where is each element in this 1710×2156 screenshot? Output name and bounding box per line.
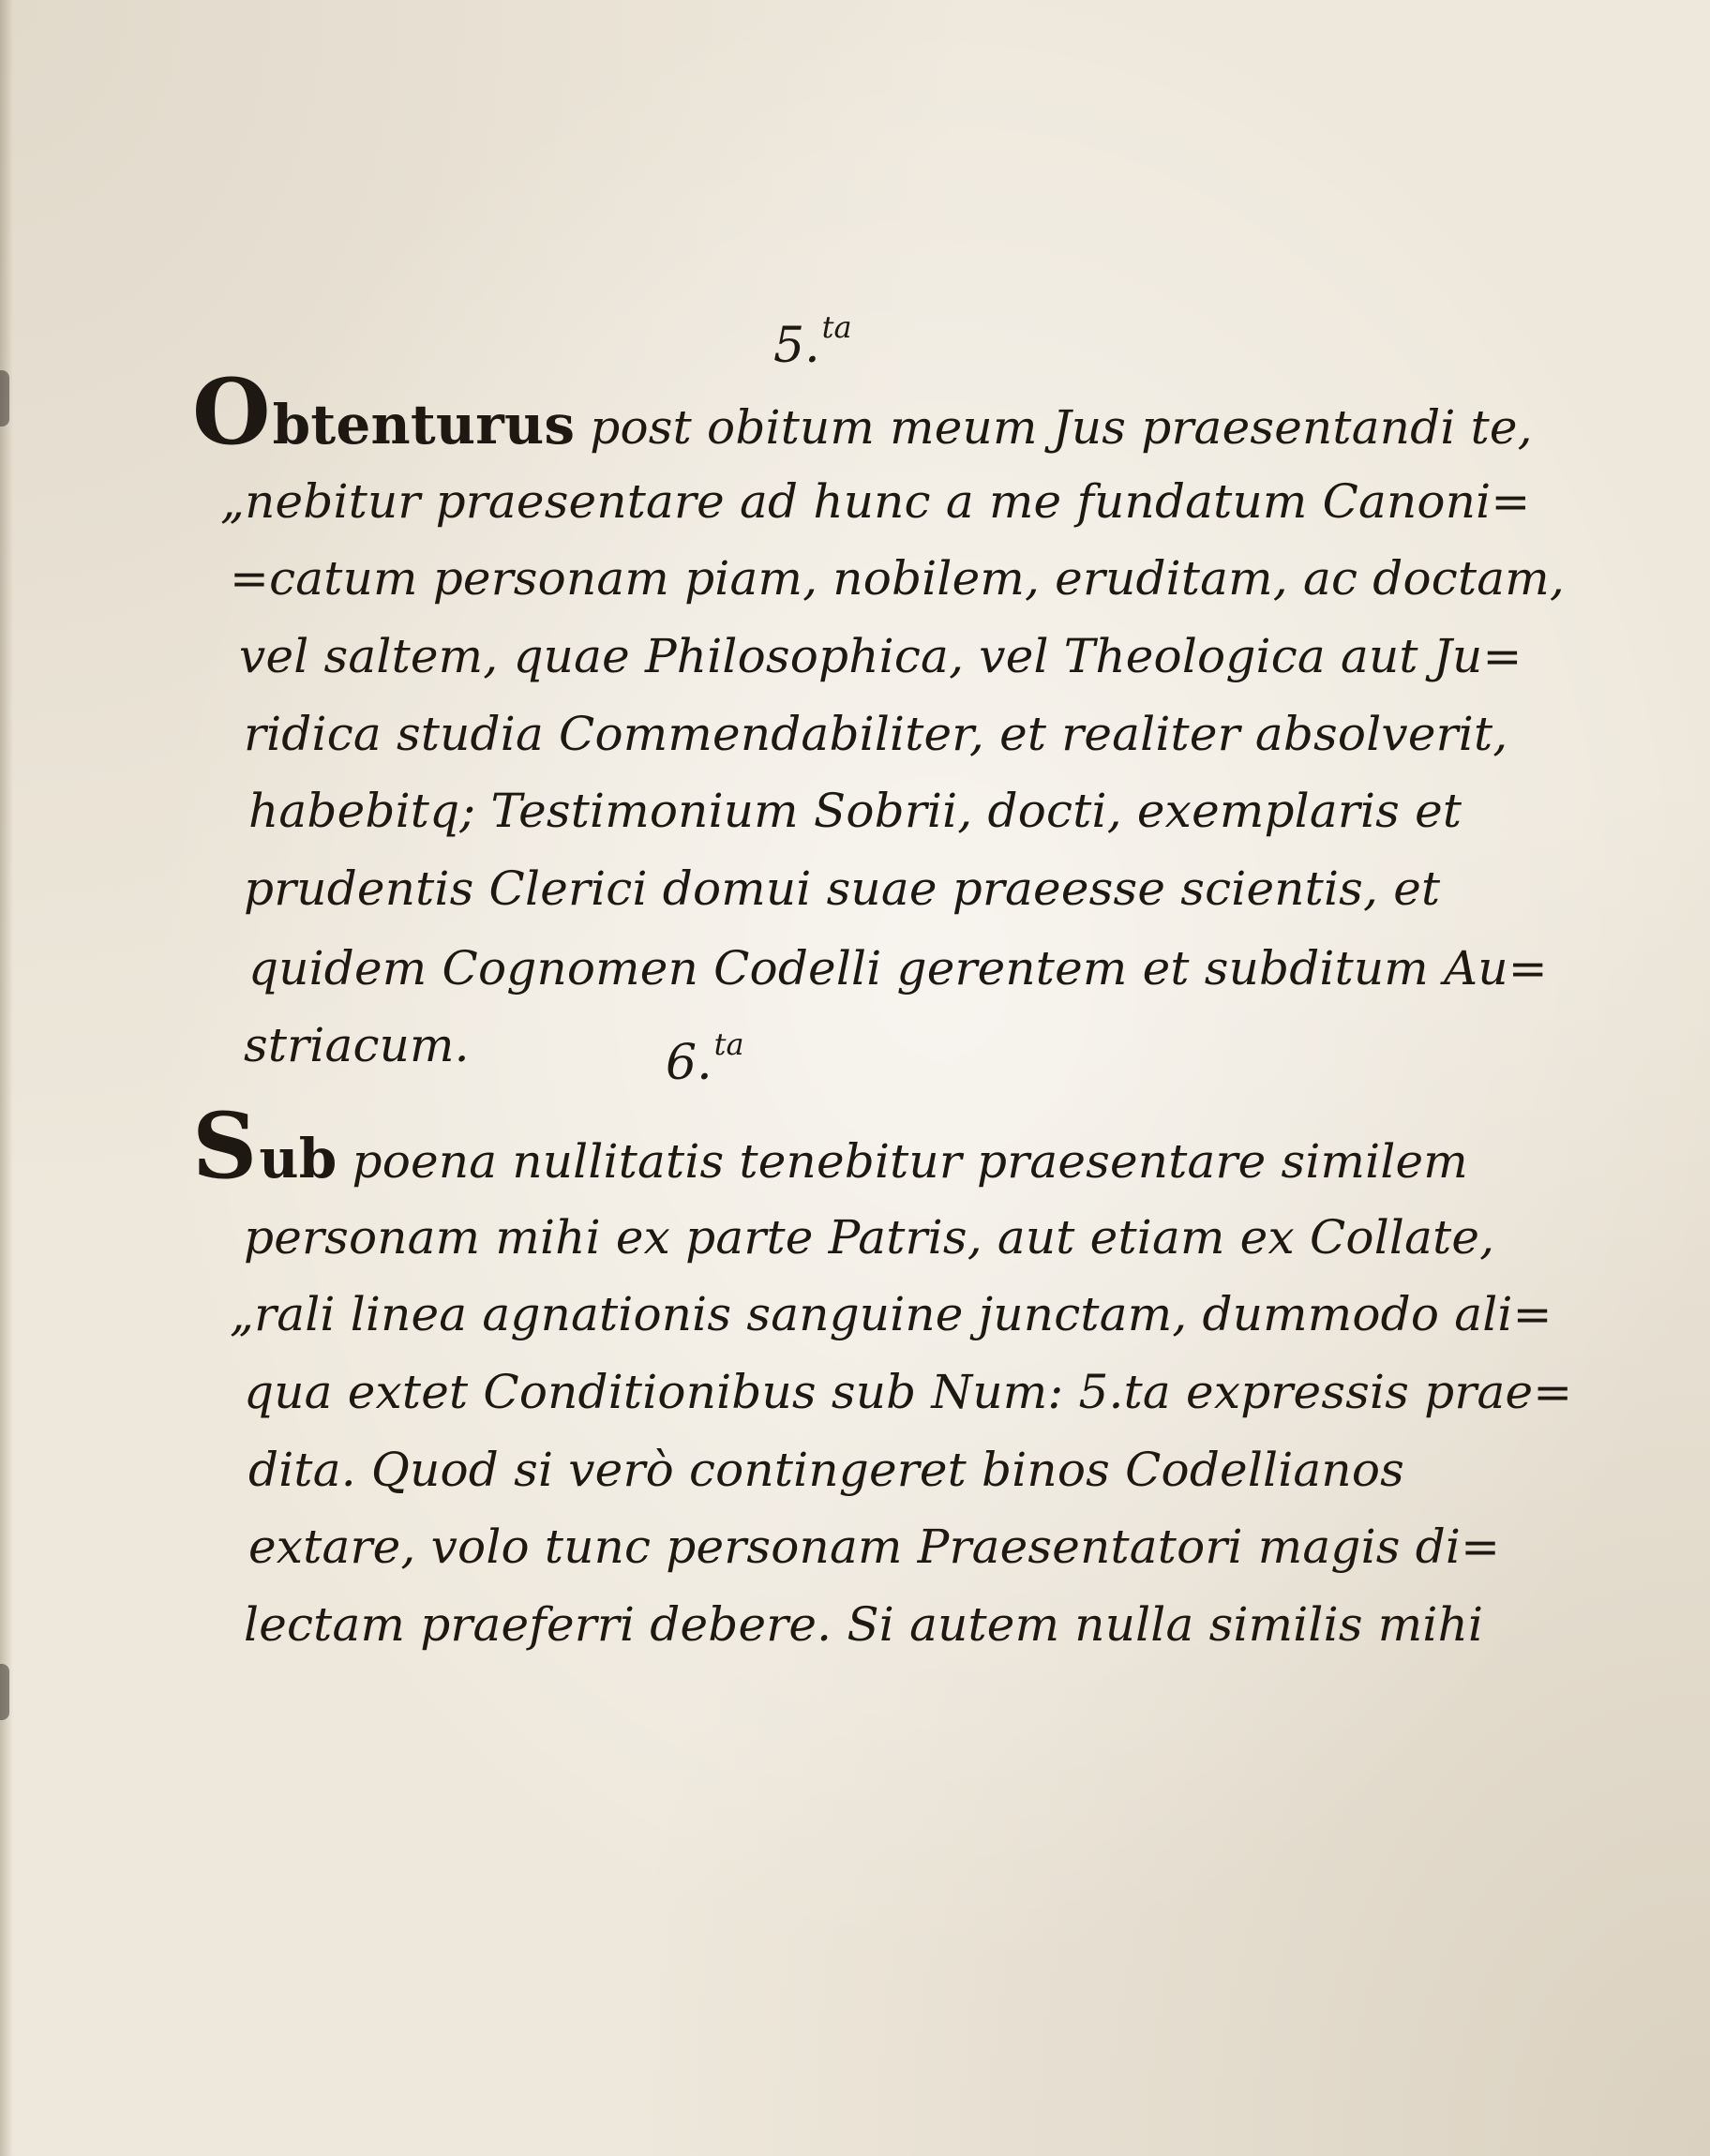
section-number-suffix: ta — [821, 309, 852, 345]
manuscript-line: dita. Quod si verò contingeret binos Codellianos — [248, 1443, 1404, 1497]
initial-word-rest: btenturus — [272, 393, 576, 457]
line-text: poena nullitatis tenebitur praesentare similem — [337, 1134, 1468, 1189]
section-number-value: 5. — [773, 318, 820, 374]
initial-letter: O — [192, 359, 269, 465]
binding-mark — [0, 1664, 9, 1720]
manuscript-line: striacum. — [244, 1018, 470, 1072]
line-text: post obitum meum Jus praesentandi te, — [575, 400, 1533, 455]
manuscript-line: lectam praeferri debere. Si autem nulla similis mihi — [244, 1597, 1484, 1652]
section-number-suffix: ta — [713, 1026, 744, 1062]
manuscript-line: quidem Cognomen Codelli gerentem et subditum Au= — [248, 941, 1548, 996]
manuscript-line — [192, 1093, 1468, 1199]
manuscript-line: personam mihi ex parte Patris, aut etiam ex Collate, — [244, 1210, 1495, 1265]
manuscript-line: qua extet Conditionibus sub Num: 5.ta expressis prae= — [244, 1365, 1573, 1419]
manuscript-line: „rali linea agnationis sanguine junctam, dummodo ali= — [230, 1287, 1552, 1341]
manuscript-line: =catum personam piam, nobilem, eruditam, ac doctam, — [230, 551, 1565, 606]
manuscript-line: ridica studia Commendabiliter, et realiter absolverit, — [244, 707, 1508, 761]
manuscript-line: vel saltem, quae Philosophica, vel Theologica aut Ju= — [239, 629, 1522, 683]
manuscript-line: habebitq; Testimonium Sobrii, docti, exemplaris et — [248, 784, 1462, 838]
initial-letter: S — [192, 1093, 256, 1199]
page-left-edge — [0, 0, 13, 2156]
manuscript-line: extare, volo tunc personam Praesentatori magis di= — [248, 1520, 1501, 1574]
initial-word-rest: ub — [259, 1127, 338, 1190]
manuscript-line: prudentis Clerici domui suae praeesse scientis, et — [244, 861, 1441, 916]
manuscript-line: „nebitur praesentare ad hunc a me fundatum Canoni= — [220, 474, 1531, 529]
section-number-value: 6. — [666, 1035, 712, 1091]
section-number — [666, 1026, 744, 1091]
section-number — [773, 309, 852, 374]
manuscript-line — [192, 359, 1533, 465]
binding-mark — [0, 370, 9, 427]
